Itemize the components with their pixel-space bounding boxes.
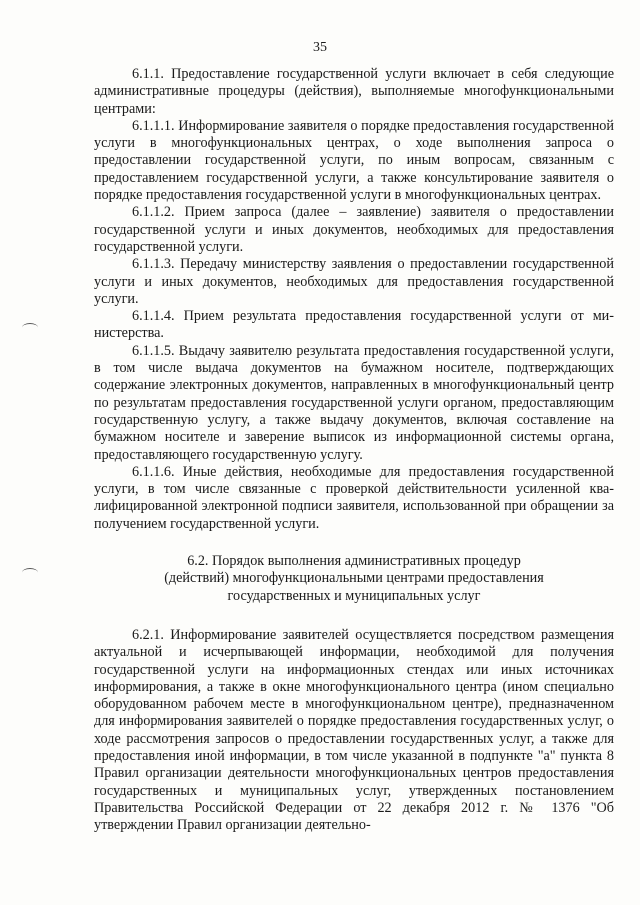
heading-line: государственных и муниципальных услуг <box>227 587 481 604</box>
section-heading <box>94 553 614 605</box>
page-number: 35 <box>313 40 327 55</box>
hole-punch-mark <box>22 323 38 332</box>
paragraph: 6.1.1.4. Прием результата предоставления государственной услуги от министерства. <box>94 308 614 342</box>
paragraph: 6.1.1. Предоставление государственной услуги включает в себя следующие административные процедуры (действия), выполняемые многофункциональными центрами: <box>94 66 614 117</box>
hole-punch-mark <box>22 568 38 577</box>
document-body <box>94 66 614 834</box>
paragraph: 6.1.1.5. Выдачу заявителю результата предоставления государственной услуги, в том числе выдача документов на бумажном носителе, подтверждающих содержание электронных документов, направленных в многофункциональный центр по результатам предоставления государственной услуги органом, предоставляющим государственную услугу, а также выдачу документов, включая составление на бумажном носителе и заверение выписок из информационной системы органа, предоставляющего государственную услугу. <box>94 342 614 463</box>
paragraph: 6.2.1. Информирование заявителей осуществляется посредством размещения актуальной и исчерпывающей информации, необходимой для получения государственной услуги на информационных стендах или иных источниках информирования, а также в окне многофункционального центра (ином специально оборудованном рабочем месте в многофункциональном центре), предназначенном для информирования заявителей о порядке предоставления государственных услуг, о ходе рассмотрения запросов о предоставлении государственных услуг, а также для предоставления иной информации, в том числе указанной в подпункте "а" пункта 8 Правил организации деятельности многофункциональных центров предоставления государственных и муниципальных услуг, утвержденных постановлением Правительства Российской Федерации от 22 декабря 2012 г. № 1376 "Об утверждении Правил организации деятельно- <box>94 626 614 834</box>
paragraph: 6.1.1.3. Передачу министерству заявления о предоставлении государственной услуги и иных документов, необходимых для предоставления государственной услуги. <box>94 256 614 307</box>
heading-line: 6.2. Порядок выполнения административных процедур <box>187 553 521 570</box>
paragraph: 6.1.1.1. Информирование заявителя о порядке предоставления государственной услуги в многофункциональных центрах, о ходе выполнения запроса о предоставлении государственной услуги, по иным вопросам, связанным с предоставлением государственной услуги, а также консультирование заявителя о порядке предоставления государственной услуги в многофункциональных центрах. <box>94 117 614 204</box>
paragraph: 6.1.1.2. Прием запроса (далее – заявление) заявителя о предоставлении государственной услуги и иных документов, необходимых для предоставления государственной услуги. <box>94 204 614 255</box>
paragraph: 6.1.1.6. Иные действия, необходимые для предоставления государственной услуги, в том числе связанные с проверкой действительности усиленной квалифицированной электронной подписи заявителя, использованной при обращении за получением государственной услуги. <box>94 463 614 532</box>
heading-line: (действий) многофункциональными центрами предоставления <box>164 570 544 587</box>
